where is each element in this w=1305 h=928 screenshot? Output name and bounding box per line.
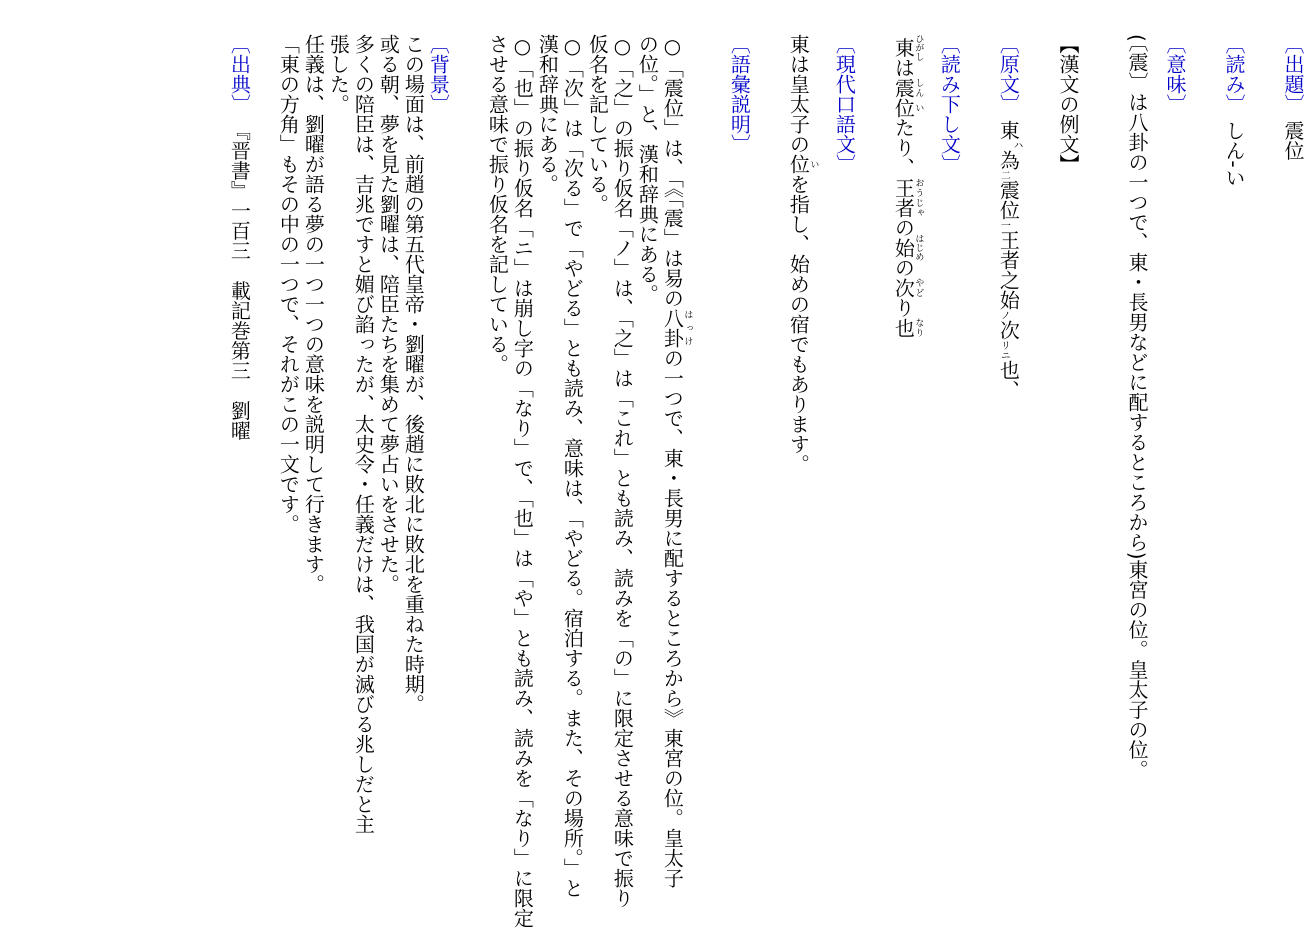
haikei-label-line bbox=[425, 34, 450, 853]
yomikudashi-label: 〔読み下し文〕 bbox=[937, 34, 962, 174]
shutsudai-line bbox=[1280, 34, 1305, 853]
shutsudai-value: 震位 bbox=[1281, 120, 1305, 161]
ruby-segment: 東ひがし bbox=[891, 34, 924, 61]
genbun-label: 〔原文〕 bbox=[996, 34, 1021, 114]
haikei-line: 「東の方角」もその中の一つで、それがこの一文です。 bbox=[276, 34, 301, 534]
goi-line: の位。」と、漢和辞典にある。 bbox=[635, 34, 660, 304]
haikei-line: 任義は、劉曜が語る夢の一つ一つの意味を説明して行きます。 bbox=[301, 34, 326, 594]
shutten-value: 『晋書』一百三 載記巻第三 劉曜 bbox=[227, 120, 252, 441]
reibun-heading bbox=[1055, 34, 1080, 853]
goi-line: ○「次」は「次る」で「やどる」とも読み、意味は、「やどる。宿泊する。また、その場所。」と bbox=[560, 34, 585, 898]
shutten-line bbox=[226, 34, 251, 853]
kunten-mark: ノ bbox=[998, 310, 1010, 321]
genbun-part: 為 bbox=[996, 150, 1021, 171]
imi-value-line bbox=[1124, 34, 1149, 853]
genbun-text bbox=[996, 120, 1020, 400]
text-segment: を指し、始めの宿でもあります。 bbox=[786, 174, 811, 474]
goi-line: ○「震位」は、「《「震」は易の八卦はっけの一つで、東・長男に配するところから》東宮の位。皇太子 bbox=[660, 34, 693, 888]
goi-line: ○「也」の振り仮名「ニ」は崩し字の「なり」で、「也」は「や」とも読み、読みを「なり」に限定 bbox=[510, 34, 535, 928]
shutten-label: 〔出典〕 bbox=[227, 34, 252, 114]
ruby-segment: 次やど bbox=[891, 277, 924, 298]
text-segment: の bbox=[891, 257, 916, 278]
genbun-part: 震位 bbox=[996, 180, 1021, 221]
haikei-line: 或る朝、夢を見た劉曜は、陪臣たちを集めて夢占いをさせた。 bbox=[376, 34, 401, 594]
kunten-mark: 二 bbox=[998, 170, 1010, 181]
imi-value: (〔震〕は八卦の一つで、東・長男などに配するところから)東宮の位。皇太子の位。 bbox=[1125, 34, 1149, 780]
genbun-part: 次 bbox=[996, 320, 1021, 341]
imi-label: 〔意味〕 bbox=[1163, 34, 1187, 114]
text-segment: の bbox=[891, 217, 916, 238]
yomikudashi-label-line bbox=[936, 34, 961, 853]
reibun-heading-text: 【漢文の例文】 bbox=[1056, 34, 1080, 174]
kunten-mark: リ bbox=[998, 340, 1010, 351]
ruby-segment: 位い bbox=[786, 154, 819, 174]
yomi-label: 〔読み〕 bbox=[1222, 34, 1246, 114]
goi-line: させる意味で振り仮名を記している。 bbox=[485, 34, 510, 374]
text-segment: は bbox=[891, 57, 916, 78]
genbun-part: 也、 bbox=[996, 360, 1021, 401]
kunten-mark: ハ bbox=[1011, 140, 1022, 151]
gendaigo-label: 〔現代口語文〕 bbox=[832, 34, 857, 174]
genbun-part: 始 bbox=[996, 290, 1021, 311]
text-segment: たり、 bbox=[891, 117, 916, 178]
text-segment: 東は皇太子の bbox=[786, 34, 811, 154]
haikei-line: 張した。 bbox=[326, 34, 351, 114]
goi-line: 仮名を記している。 bbox=[585, 34, 610, 214]
kunten-mark: 一 bbox=[998, 220, 1010, 231]
yomi-value: しん-い bbox=[1222, 120, 1246, 188]
goi-line: ○「之」の振り仮名「ノ」は、「之」は「これ」とも読み、読みを「の」に限定させる意味で振り bbox=[610, 34, 635, 908]
goi-label-line bbox=[726, 34, 751, 853]
haikei-line: この場面は、前趙の第五代皇帝・劉曜が、後趙に敗北に敗北を重ねた時期。 bbox=[401, 34, 426, 714]
shutsudai-label: 〔出題〕 bbox=[1281, 34, 1305, 114]
goi-line: 漢和辞典にある。 bbox=[535, 34, 560, 194]
yomikudashi-text-line bbox=[890, 34, 923, 853]
genbun-part: 東 bbox=[996, 120, 1021, 141]
haikei-label: 〔背景〕 bbox=[426, 34, 451, 114]
ruby-segment: 始はじめ bbox=[891, 234, 924, 261]
haikei-line: 多くの陪臣は、吉兆ですと媚び諂ったが、太史令・任義だけは、我国が滅びる兆しだと主 bbox=[351, 34, 376, 834]
gendaigo-text-line bbox=[785, 34, 818, 853]
goi-label: 〔語彙説明〕 bbox=[727, 34, 752, 154]
gendaigo-label-line bbox=[831, 34, 856, 853]
yomi-line bbox=[1221, 34, 1246, 853]
kunten-mark: ニ bbox=[998, 350, 1010, 361]
ruby-segment: 震しん bbox=[891, 77, 924, 98]
ruby-segment: 也なり bbox=[891, 317, 924, 338]
imi-label-line bbox=[1162, 34, 1187, 853]
genbun-line bbox=[995, 34, 1021, 853]
ruby-segment: 八卦はっけ bbox=[660, 308, 693, 348]
text-segment: り bbox=[891, 297, 916, 318]
ruby-segment: 王者おうじゃ bbox=[891, 177, 924, 218]
genbun-part: 王者之 bbox=[996, 230, 1021, 291]
ruby-segment: 位い bbox=[891, 97, 924, 118]
